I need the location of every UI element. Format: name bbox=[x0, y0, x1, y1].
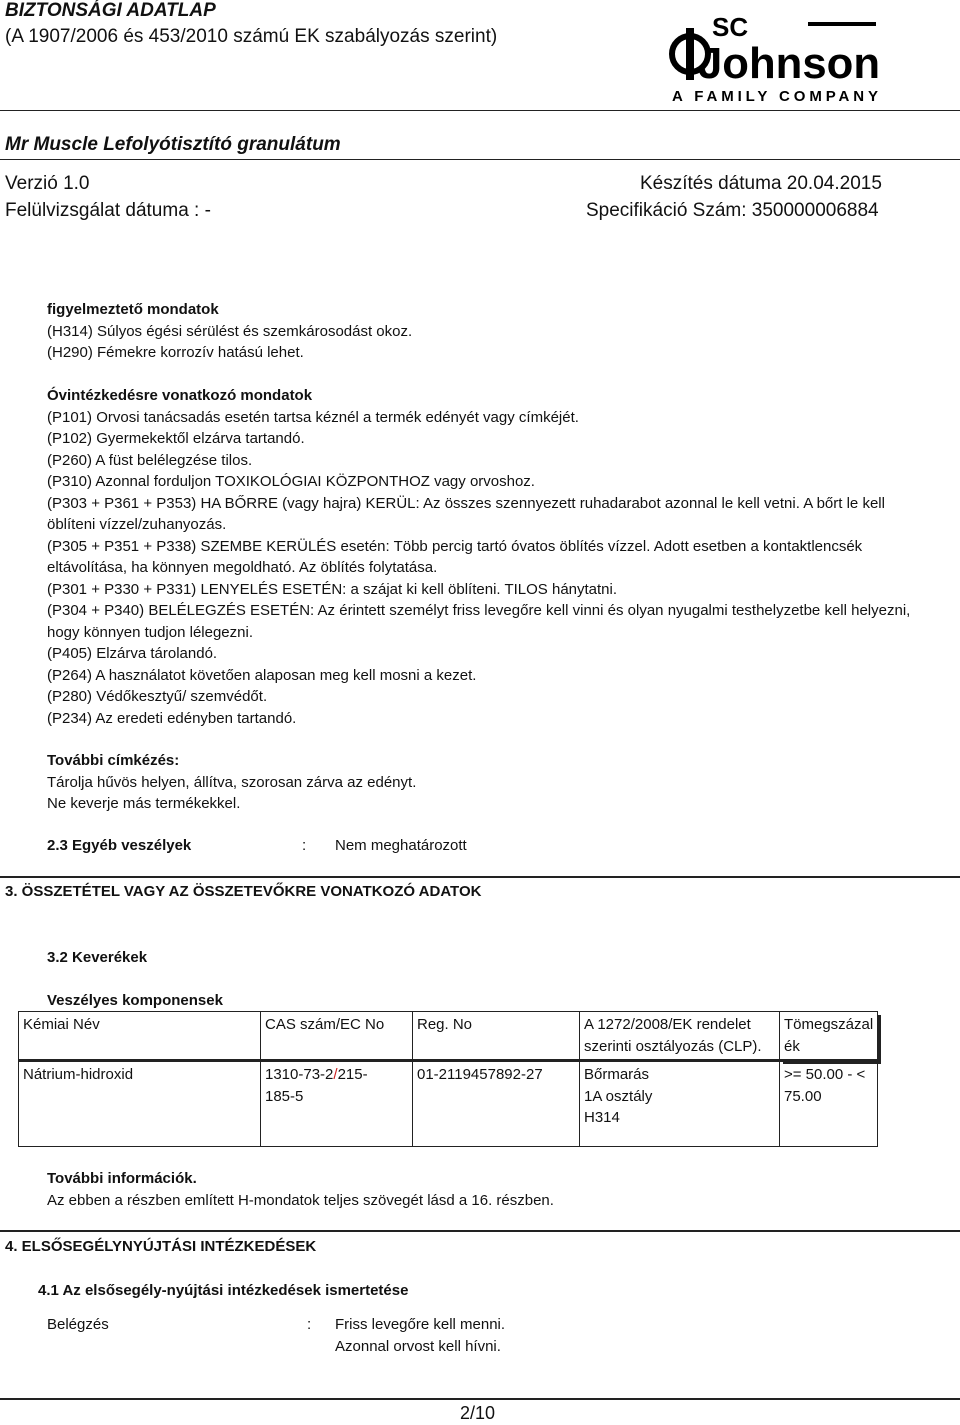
other-hazards-colon: : bbox=[302, 837, 307, 854]
hazard-list bbox=[47, 321, 412, 364]
precaution-line: öblíteni vízzel/zuhanyozás. bbox=[47, 516, 227, 533]
precaution-line: (P101) Orvosi tanácsadás esetén tartsa kéznél a termék edényét vagy címkéjét. bbox=[47, 408, 579, 426]
document-title: BIZTONSÁGI ADATLAP bbox=[5, 0, 216, 21]
created-date: Készítés dátuma 20.04.2015 bbox=[640, 173, 882, 194]
hazard-line: (H290) Fémekre korrozív hatású lehet. bbox=[47, 344, 304, 361]
logo-tagline: A FAMILY COMPANY bbox=[672, 88, 878, 104]
labeling-line: Tárolja hűvös helyen, állítva, szorosan zárva az edényt. bbox=[47, 773, 417, 791]
precaution-line: (P305 + P351 + P338) SZEMBE KERÜLÉS esetén: Több percig tartó óvatos öblítés vízzel. Adott esetben a kontaktlencsék bbox=[47, 537, 863, 555]
components-table-title: Veszélyes komponensek bbox=[47, 992, 223, 1009]
document-subtitle: (A 1907/2006 és 453/2010 számú EK szabályozás szerint) bbox=[5, 26, 498, 47]
section4-title: 4. ELSŐSEGÉLYNYÚJTÁSI INTÉZKEDÉSEK bbox=[5, 1238, 317, 1255]
precaution-heading: Óvintézkedésre vonatkozó mondatok bbox=[47, 387, 313, 404]
cell-chemical-name: Nátrium-hidroxid bbox=[19, 1061, 261, 1147]
spec-number: Specifikáció Szám: 350000006884 bbox=[586, 200, 879, 221]
further-info-heading: További információk. bbox=[47, 1170, 197, 1187]
precaution-line: hogy könnyen tudjon lélegezni. bbox=[47, 623, 253, 641]
product-name: Mr Muscle Lefolyótisztító granulátum bbox=[5, 134, 341, 155]
precaution-line: (P301 + P330 + P331) LENYELÉS ESETÉN: a szájat ki kell öblíteni. TILOS hánytatni. bbox=[47, 580, 618, 598]
section3-subtitle: 3.2 Keverékek bbox=[47, 949, 148, 966]
labeling-line: Ne keverje más termékekkel. bbox=[47, 795, 241, 812]
cell-classification: Bőrmarás 1A osztály H314 bbox=[580, 1061, 780, 1147]
section4-rule bbox=[0, 1230, 960, 1232]
header-rule-2 bbox=[0, 159, 960, 160]
sc-johnson-logo bbox=[668, 8, 882, 104]
header-rule-1 bbox=[0, 110, 960, 111]
section4-subtitle: 4.1 Az elsősegély-nyújtási intézkedések ismertetése bbox=[38, 1282, 409, 1299]
cell-weight-percent: >= 50.00 - < 75.00 bbox=[780, 1061, 878, 1147]
logo-sc-text: SC bbox=[712, 12, 749, 42]
labeling-list bbox=[47, 772, 416, 815]
precautionary-statements bbox=[47, 385, 910, 729]
hazardous-components-table bbox=[18, 1011, 878, 1147]
precaution-line: (P234) Az eredeti edényben tartandó. bbox=[47, 709, 297, 727]
cell-reg-no: 01-2119457892-27 bbox=[413, 1061, 580, 1147]
precaution-line: eltávolítása, ha könnyen megoldható. Az öblítés folytatása. bbox=[47, 559, 438, 576]
precaution-line: (P102) Gyermekektől elzárva tartandó. bbox=[47, 430, 305, 447]
section3-title: 3. ÖSSZETÉTEL VAGY AZ ÖSSZETEVŐKRE VONATKOZÓ ADATOK bbox=[5, 883, 482, 900]
section3-rule bbox=[0, 876, 960, 878]
col-chemical-name: Kémiai Név bbox=[19, 1012, 261, 1061]
inhalation-colon: : bbox=[307, 1316, 312, 1333]
footer-rule bbox=[0, 1398, 960, 1400]
precaution-list bbox=[47, 407, 910, 730]
further-info-text: Az ebben a részben említett H-mondatok teljes szövegét lásd a 16. részben. bbox=[47, 1191, 554, 1209]
other-hazards-value: Nem meghatározott bbox=[335, 837, 467, 854]
precaution-line: (P405) Elzárva tárolandó. bbox=[47, 645, 218, 662]
inhalation-text: Friss levegőre kell menni. Azonnal orvost kell hívni. bbox=[335, 1316, 506, 1355]
precaution-line: (P303 + P361 + P353) HA BŐRRE (vagy hajra) KERÜL: Az összes szennyezett ruhadarabot azonnal le kell vetni. A bőrt le kell bbox=[47, 494, 885, 512]
revision-date: Felülvizsgálat dátuma : - bbox=[5, 200, 211, 221]
additional-labeling bbox=[47, 750, 416, 815]
cell-cas-ec: 1310-73-2/215- 185-5 bbox=[261, 1061, 413, 1147]
precaution-line: (P280) Védőkesztyű/ szemvédőt. bbox=[47, 688, 268, 705]
precaution-line: (P264) A használatot követően alaposan meg kell mosni a kezet. bbox=[47, 666, 477, 684]
precaution-line: (P310) Azonnal forduljon TOXIKOLÓGIAI KÖZPONTHOZ vagy orvoshoz. bbox=[47, 473, 535, 490]
hazard-heading: figyelmeztető mondatok bbox=[47, 301, 219, 318]
col-cas-ec: CAS szám/EC No bbox=[261, 1012, 413, 1061]
col-classification: A 1272/2008/EK rendelet szerinti osztályozás (CLP). bbox=[580, 1012, 780, 1061]
table-row bbox=[19, 1061, 878, 1147]
version-label: Verzió 1.0 bbox=[5, 173, 90, 194]
col-weight-percent: Tömegszázal ék bbox=[780, 1012, 878, 1061]
hazard-statements bbox=[47, 299, 412, 364]
hazard-line: (H314) Súlyos égési sérülést és szemkárosodást okoz. bbox=[47, 322, 413, 340]
inhalation-label: Belégzés bbox=[47, 1316, 109, 1333]
logo-johnson-text: Johnson bbox=[698, 39, 880, 88]
page-number: 2/10 bbox=[460, 1403, 496, 1423]
col-reg-no: Reg. No bbox=[413, 1012, 580, 1061]
precaution-line: (P304 + P340) BELÉLEGZÉS ESETÉN: Az érintett személyt friss levegőre kell vinni és olyan nyugalmi testhelyzetbe kell helyezni, bbox=[47, 602, 911, 619]
further-info bbox=[47, 1168, 554, 1211]
precaution-line: (P260) A füst belélegzése tilos. bbox=[47, 451, 253, 469]
table-header-row bbox=[19, 1012, 878, 1061]
other-hazards-label: 2.3 Egyéb veszélyek bbox=[47, 837, 192, 854]
labeling-heading: További címkézés: bbox=[47, 752, 180, 769]
